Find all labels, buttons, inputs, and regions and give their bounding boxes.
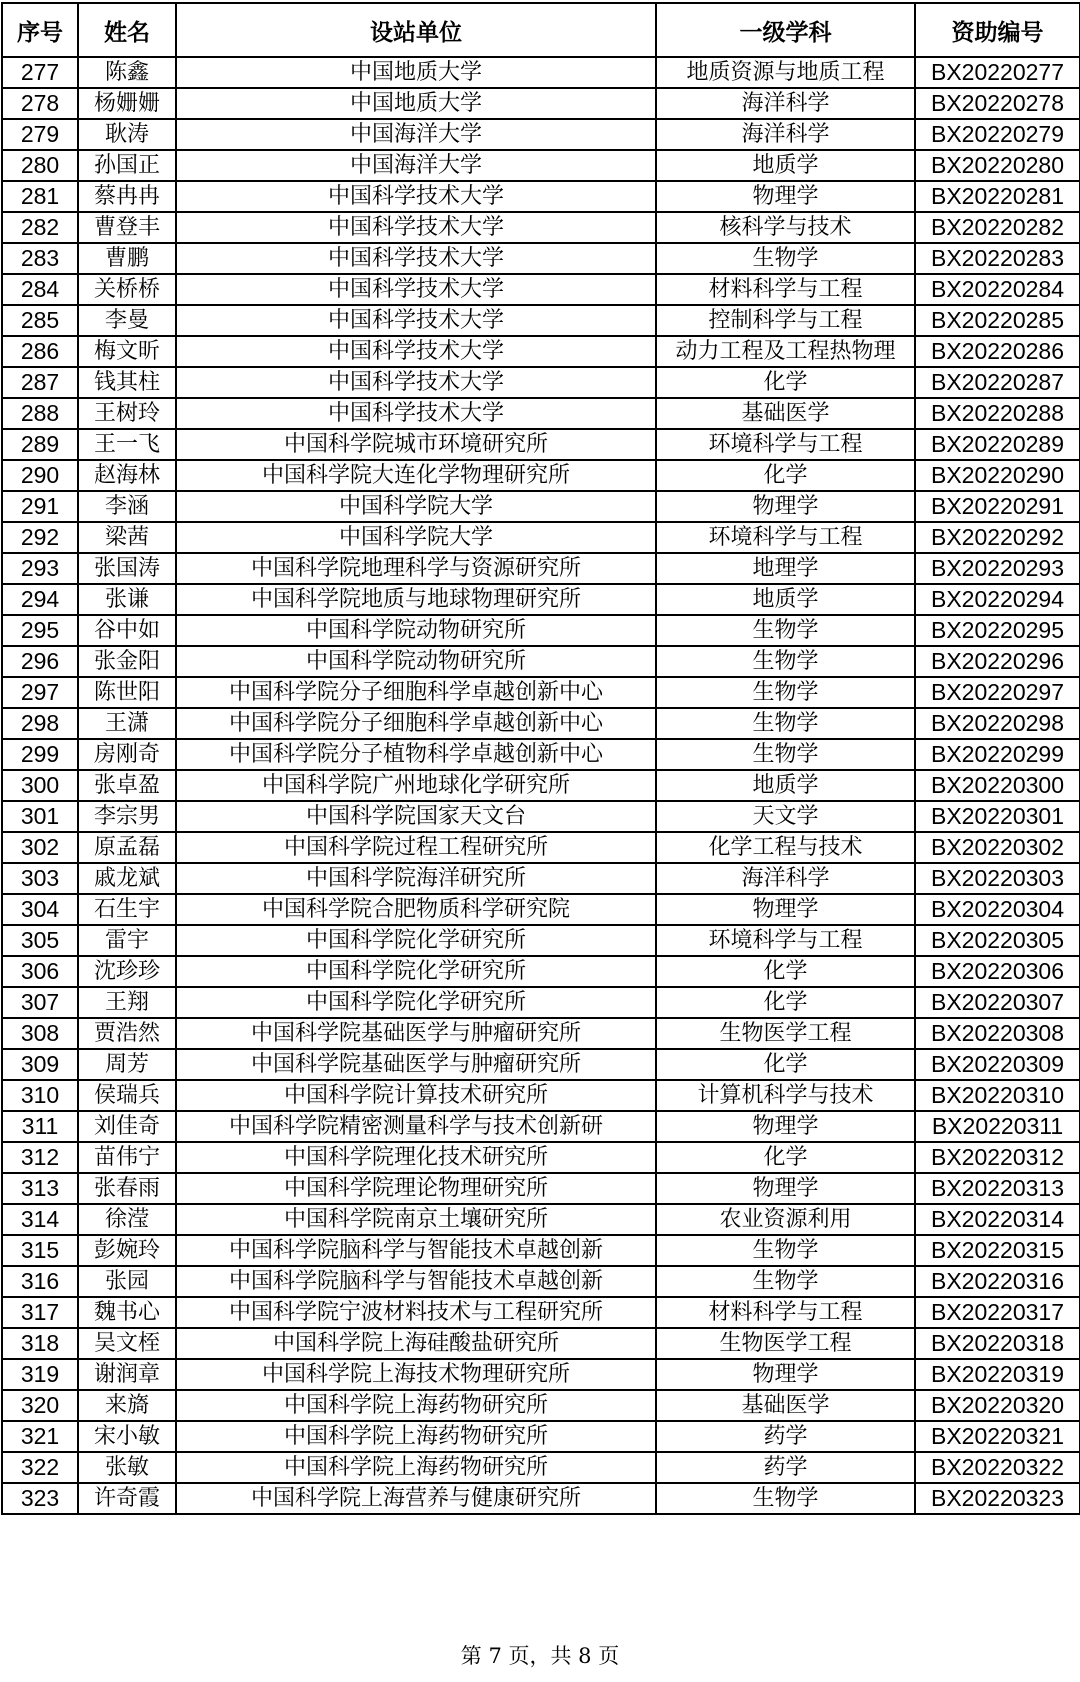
seq-cell: 306 (2, 956, 78, 987)
subj-cell: 地质学 (656, 770, 915, 801)
table-row (2, 1359, 1080, 1390)
table-row (2, 1328, 1080, 1359)
code-cell: BX20220294 (915, 584, 1080, 615)
subj-cell: 地理学 (656, 553, 915, 584)
table-row (2, 305, 1080, 336)
name-cell: 张国涛 (78, 553, 176, 584)
name-cell: 宋小敏 (78, 1421, 176, 1452)
code-cell: BX20220290 (915, 460, 1080, 491)
seq-cell: 302 (2, 832, 78, 863)
code-cell: BX20220304 (915, 894, 1080, 925)
seq-cell: 322 (2, 1452, 78, 1483)
code-cell: BX20220278 (915, 88, 1080, 119)
code-cell: BX20220295 (915, 615, 1080, 646)
code-cell: BX20220320 (915, 1390, 1080, 1421)
org-cell: 中国科学院大连化学物理研究所 (176, 460, 656, 491)
code-cell: BX20220280 (915, 150, 1080, 181)
org-cell: 中国科学院上海技术物理研究所 (176, 1359, 656, 1390)
org-cell: 中国科学院上海营养与健康研究所 (176, 1483, 656, 1514)
name-cell: 石生宇 (78, 894, 176, 925)
table-row (2, 150, 1080, 181)
subj-cell: 生物学 (656, 739, 915, 770)
table-row (2, 429, 1080, 460)
seq-cell: 290 (2, 460, 78, 491)
seq-cell: 294 (2, 584, 78, 615)
table-row (2, 1297, 1080, 1328)
seq-cell: 286 (2, 336, 78, 367)
seq-cell: 293 (2, 553, 78, 584)
org-cell: 中国科学院宁波材料技术与工程研究所 (176, 1297, 656, 1328)
code-cell: BX20220286 (915, 336, 1080, 367)
subj-cell: 药学 (656, 1452, 915, 1483)
code-cell: BX20220293 (915, 553, 1080, 584)
seq-cell: 299 (2, 739, 78, 770)
subj-cell: 基础医学 (656, 1390, 915, 1421)
table-row (2, 739, 1080, 770)
seq-cell: 289 (2, 429, 78, 460)
header-seq: 序号 (2, 3, 78, 57)
seq-cell: 282 (2, 212, 78, 243)
name-cell: 张谦 (78, 584, 176, 615)
seq-cell: 320 (2, 1390, 78, 1421)
org-cell: 中国科学院地质与地球物理研究所 (176, 584, 656, 615)
seq-cell: 318 (2, 1328, 78, 1359)
table-row (2, 119, 1080, 150)
org-cell: 中国科学技术大学 (176, 243, 656, 274)
table-row (2, 274, 1080, 305)
org-cell: 中国科学技术大学 (176, 212, 656, 243)
name-cell: 戚龙斌 (78, 863, 176, 894)
code-cell: BX20220319 (915, 1359, 1080, 1390)
seq-cell: 277 (2, 57, 78, 88)
funding-list-table (1, 2, 1080, 1515)
name-cell: 刘佳奇 (78, 1111, 176, 1142)
subj-cell: 生物学 (656, 646, 915, 677)
org-cell: 中国科学院计算技术研究所 (176, 1080, 656, 1111)
code-cell: BX20220315 (915, 1235, 1080, 1266)
code-cell: BX20220318 (915, 1328, 1080, 1359)
table-row (2, 1173, 1080, 1204)
table-row (2, 1111, 1080, 1142)
org-cell: 中国科学院化学研究所 (176, 987, 656, 1018)
table-row (2, 553, 1080, 584)
seq-cell: 300 (2, 770, 78, 801)
subj-cell: 生物学 (656, 615, 915, 646)
table-row (2, 1018, 1080, 1049)
code-cell: BX20220311 (915, 1111, 1080, 1142)
table-row (2, 1390, 1080, 1421)
name-cell: 李涵 (78, 491, 176, 522)
name-cell: 徐滢 (78, 1204, 176, 1235)
org-cell: 中国地质大学 (176, 57, 656, 88)
table-row (2, 987, 1080, 1018)
subj-cell: 地质学 (656, 150, 915, 181)
seq-cell: 313 (2, 1173, 78, 1204)
subj-cell: 动力工程及工程热物理 (656, 336, 915, 367)
seq-cell: 305 (2, 925, 78, 956)
table-row (2, 212, 1080, 243)
name-cell: 曹鹏 (78, 243, 176, 274)
table-row (2, 88, 1080, 119)
name-cell: 陈鑫 (78, 57, 176, 88)
page-footer: 第 7 页，共 8 页 (460, 1644, 620, 1668)
code-cell: BX20220316 (915, 1266, 1080, 1297)
org-cell: 中国科学院理化技术研究所 (176, 1142, 656, 1173)
name-cell: 雷宇 (78, 925, 176, 956)
name-cell: 吴文桎 (78, 1328, 176, 1359)
org-cell: 中国科学院分子植物科学卓越创新中心 (176, 739, 656, 770)
name-cell: 侯瑞兵 (78, 1080, 176, 1111)
name-cell: 原孟磊 (78, 832, 176, 863)
seq-cell: 287 (2, 367, 78, 398)
subj-cell: 化学 (656, 367, 915, 398)
code-cell: BX20220285 (915, 305, 1080, 336)
table-row (2, 1421, 1080, 1452)
header-org: 设站单位 (176, 3, 656, 57)
code-cell: BX20220282 (915, 212, 1080, 243)
subj-cell: 控制科学与工程 (656, 305, 915, 336)
name-cell: 李曼 (78, 305, 176, 336)
code-cell: BX20220314 (915, 1204, 1080, 1235)
code-cell: BX20220300 (915, 770, 1080, 801)
name-cell: 谢润章 (78, 1359, 176, 1390)
org-cell: 中国科学院地理科学与资源研究所 (176, 553, 656, 584)
org-cell: 中国科学院上海药物研究所 (176, 1421, 656, 1452)
subj-cell: 材料科学与工程 (656, 274, 915, 305)
name-cell: 曹登丰 (78, 212, 176, 243)
subj-cell: 物理学 (656, 1359, 915, 1390)
seq-cell: 310 (2, 1080, 78, 1111)
subj-cell: 生物学 (656, 1266, 915, 1297)
org-cell: 中国科学院基础医学与肿瘤研究所 (176, 1018, 656, 1049)
seq-cell: 291 (2, 491, 78, 522)
seq-cell: 298 (2, 708, 78, 739)
table-row (2, 1266, 1080, 1297)
name-cell: 梅文昕 (78, 336, 176, 367)
seq-cell: 292 (2, 522, 78, 553)
name-cell: 张金阳 (78, 646, 176, 677)
seq-cell: 312 (2, 1142, 78, 1173)
table-row (2, 925, 1080, 956)
code-cell: BX20220321 (915, 1421, 1080, 1452)
seq-cell: 296 (2, 646, 78, 677)
code-cell: BX20220292 (915, 522, 1080, 553)
subj-cell: 生物医学工程 (656, 1018, 915, 1049)
org-cell: 中国科学技术大学 (176, 181, 656, 212)
org-cell: 中国科学院动物研究所 (176, 646, 656, 677)
subj-cell: 生物学 (656, 1235, 915, 1266)
subj-cell: 基础医学 (656, 398, 915, 429)
table-row (2, 584, 1080, 615)
subj-cell: 生物学 (656, 708, 915, 739)
name-cell: 陈世阳 (78, 677, 176, 708)
seq-cell: 319 (2, 1359, 78, 1390)
org-cell: 中国海洋大学 (176, 119, 656, 150)
code-cell: BX20220291 (915, 491, 1080, 522)
code-cell: BX20220308 (915, 1018, 1080, 1049)
seq-cell: 307 (2, 987, 78, 1018)
subj-cell: 海洋科学 (656, 88, 915, 119)
table-row (2, 367, 1080, 398)
subj-cell: 化学工程与技术 (656, 832, 915, 863)
seq-cell: 303 (2, 863, 78, 894)
seq-cell: 314 (2, 1204, 78, 1235)
seq-cell: 308 (2, 1018, 78, 1049)
subj-cell: 物理学 (656, 1173, 915, 1204)
code-cell: BX20220310 (915, 1080, 1080, 1111)
org-cell: 中国科学院国家天文台 (176, 801, 656, 832)
code-cell: BX20220313 (915, 1173, 1080, 1204)
code-cell: BX20220279 (915, 119, 1080, 150)
header-name: 姓名 (78, 3, 176, 57)
name-cell: 张春雨 (78, 1173, 176, 1204)
table-row (2, 770, 1080, 801)
seq-cell: 278 (2, 88, 78, 119)
seq-cell: 295 (2, 615, 78, 646)
header-code: 资助编号 (915, 3, 1080, 57)
table-row (2, 1080, 1080, 1111)
subj-cell: 海洋科学 (656, 119, 915, 150)
code-cell: BX20220312 (915, 1142, 1080, 1173)
seq-cell: 321 (2, 1421, 78, 1452)
table-row (2, 1235, 1080, 1266)
name-cell: 李宗男 (78, 801, 176, 832)
table-row (2, 801, 1080, 832)
name-cell: 关桥桥 (78, 274, 176, 305)
code-cell: BX20220306 (915, 956, 1080, 987)
name-cell: 王翔 (78, 987, 176, 1018)
name-cell: 梁茜 (78, 522, 176, 553)
name-cell: 杨姗姗 (78, 88, 176, 119)
code-cell: BX20220323 (915, 1483, 1080, 1514)
name-cell: 沈珍珍 (78, 956, 176, 987)
name-cell: 张卓盈 (78, 770, 176, 801)
org-cell: 中国科学技术大学 (176, 398, 656, 429)
name-cell: 王树玲 (78, 398, 176, 429)
table-row (2, 677, 1080, 708)
subj-cell: 物理学 (656, 181, 915, 212)
subj-cell: 生物学 (656, 243, 915, 274)
subj-cell: 生物学 (656, 1483, 915, 1514)
org-cell: 中国科学院精密测量科学与技术创新研 (176, 1111, 656, 1142)
subj-cell: 化学 (656, 1049, 915, 1080)
name-cell: 魏书心 (78, 1297, 176, 1328)
table-row (2, 460, 1080, 491)
name-cell: 贾浩然 (78, 1018, 176, 1049)
code-cell: BX20220297 (915, 677, 1080, 708)
subj-cell: 物理学 (656, 491, 915, 522)
table-row (2, 1142, 1080, 1173)
org-cell: 中国科学院大学 (176, 522, 656, 553)
code-cell: BX20220302 (915, 832, 1080, 863)
org-cell: 中国科学院广州地球化学研究所 (176, 770, 656, 801)
name-cell: 蔡冉冉 (78, 181, 176, 212)
org-cell: 中国科学院合肥物质科学研究院 (176, 894, 656, 925)
name-cell: 来旖 (78, 1390, 176, 1421)
org-cell: 中国地质大学 (176, 88, 656, 119)
table-row (2, 646, 1080, 677)
name-cell: 苗伟宁 (78, 1142, 176, 1173)
org-cell: 中国科学技术大学 (176, 274, 656, 305)
table-row (2, 1483, 1080, 1514)
code-cell: BX20220277 (915, 57, 1080, 88)
code-cell: BX20220303 (915, 863, 1080, 894)
table-row (2, 522, 1080, 553)
seq-cell: 284 (2, 274, 78, 305)
code-cell: BX20220299 (915, 739, 1080, 770)
subj-cell: 地质资源与地质工程 (656, 57, 915, 88)
table-row (2, 863, 1080, 894)
subj-cell: 生物学 (656, 677, 915, 708)
code-cell: BX20220284 (915, 274, 1080, 305)
seq-cell: 279 (2, 119, 78, 150)
code-cell: BX20220317 (915, 1297, 1080, 1328)
code-cell: BX20220298 (915, 708, 1080, 739)
org-cell: 中国科学技术大学 (176, 367, 656, 398)
subj-cell: 环境科学与工程 (656, 429, 915, 460)
name-cell: 许奇霞 (78, 1483, 176, 1514)
name-cell: 耿涛 (78, 119, 176, 150)
code-cell: BX20220309 (915, 1049, 1080, 1080)
seq-cell: 315 (2, 1235, 78, 1266)
header-subject: 一级学科 (656, 3, 915, 57)
code-cell: BX20220296 (915, 646, 1080, 677)
table-row (2, 832, 1080, 863)
table-row (2, 57, 1080, 88)
org-cell: 中国科学院理论物理研究所 (176, 1173, 656, 1204)
name-cell: 张敏 (78, 1452, 176, 1483)
subj-cell: 海洋科学 (656, 863, 915, 894)
code-cell: BX20220283 (915, 243, 1080, 274)
subj-cell: 农业资源利用 (656, 1204, 915, 1235)
org-cell: 中国科学院过程工程研究所 (176, 832, 656, 863)
name-cell: 周芳 (78, 1049, 176, 1080)
org-cell: 中国科学院海洋研究所 (176, 863, 656, 894)
table-row (2, 491, 1080, 522)
code-cell: BX20220307 (915, 987, 1080, 1018)
seq-cell: 281 (2, 181, 78, 212)
subj-cell: 地质学 (656, 584, 915, 615)
subj-cell: 物理学 (656, 1111, 915, 1142)
seq-cell: 323 (2, 1483, 78, 1514)
org-cell: 中国科学院大学 (176, 491, 656, 522)
code-cell: BX20220289 (915, 429, 1080, 460)
table-row (2, 243, 1080, 274)
table-row (2, 398, 1080, 429)
name-cell: 谷中如 (78, 615, 176, 646)
org-cell: 中国科学院南京土壤研究所 (176, 1204, 656, 1235)
subj-cell: 生物医学工程 (656, 1328, 915, 1359)
code-cell: BX20220281 (915, 181, 1080, 212)
table-row (2, 615, 1080, 646)
org-cell: 中国科学院分子细胞科学卓越创新中心 (176, 677, 656, 708)
subj-cell: 天文学 (656, 801, 915, 832)
name-cell: 王潇 (78, 708, 176, 739)
org-cell: 中国科学院脑科学与智能技术卓越创新 (176, 1235, 656, 1266)
org-cell: 中国科学院动物研究所 (176, 615, 656, 646)
code-cell: BX20220288 (915, 398, 1080, 429)
seq-cell: 297 (2, 677, 78, 708)
subj-cell: 化学 (656, 987, 915, 1018)
seq-cell: 285 (2, 305, 78, 336)
org-cell: 中国科学院化学研究所 (176, 956, 656, 987)
seq-cell: 309 (2, 1049, 78, 1080)
name-cell: 钱其柱 (78, 367, 176, 398)
code-cell: BX20220305 (915, 925, 1080, 956)
subj-cell: 环境科学与工程 (656, 925, 915, 956)
org-cell: 中国科学院化学研究所 (176, 925, 656, 956)
org-cell: 中国科学院上海药物研究所 (176, 1390, 656, 1421)
name-cell: 彭婉玲 (78, 1235, 176, 1266)
name-cell: 孙国正 (78, 150, 176, 181)
seq-cell: 288 (2, 398, 78, 429)
org-cell: 中国科学院脑科学与智能技术卓越创新 (176, 1266, 656, 1297)
subj-cell: 化学 (656, 956, 915, 987)
org-cell: 中国海洋大学 (176, 150, 656, 181)
table-row (2, 1204, 1080, 1235)
seq-cell: 311 (2, 1111, 78, 1142)
table-row (2, 181, 1080, 212)
name-cell: 王一飞 (78, 429, 176, 460)
name-cell: 张园 (78, 1266, 176, 1297)
subj-cell: 药学 (656, 1421, 915, 1452)
subj-cell: 物理学 (656, 894, 915, 925)
table-row (2, 1452, 1080, 1483)
seq-cell: 283 (2, 243, 78, 274)
name-cell: 赵海林 (78, 460, 176, 491)
org-cell: 中国科学院上海药物研究所 (176, 1452, 656, 1483)
seq-cell: 304 (2, 894, 78, 925)
org-cell: 中国科学院基础医学与肿瘤研究所 (176, 1049, 656, 1080)
table-row (2, 708, 1080, 739)
table-row (2, 894, 1080, 925)
code-cell: BX20220322 (915, 1452, 1080, 1483)
org-cell: 中国科学技术大学 (176, 305, 656, 336)
org-cell: 中国科学院城市环境研究所 (176, 429, 656, 460)
seq-cell: 317 (2, 1297, 78, 1328)
subj-cell: 环境科学与工程 (656, 522, 915, 553)
org-cell: 中国科学院上海硅酸盐研究所 (176, 1328, 656, 1359)
subj-cell: 材料科学与工程 (656, 1297, 915, 1328)
subj-cell: 核科学与技术 (656, 212, 915, 243)
org-cell: 中国科学技术大学 (176, 336, 656, 367)
table-row (2, 336, 1080, 367)
code-cell: BX20220287 (915, 367, 1080, 398)
table-header-row (2, 3, 1080, 57)
subj-cell: 化学 (656, 1142, 915, 1173)
seq-cell: 316 (2, 1266, 78, 1297)
org-cell: 中国科学院分子细胞科学卓越创新中心 (176, 708, 656, 739)
table-row (2, 956, 1080, 987)
table-row (2, 1049, 1080, 1080)
table-body (2, 57, 1080, 1514)
seq-cell: 280 (2, 150, 78, 181)
subj-cell: 化学 (656, 460, 915, 491)
seq-cell: 301 (2, 801, 78, 832)
code-cell: BX20220301 (915, 801, 1080, 832)
subj-cell: 计算机科学与技术 (656, 1080, 915, 1111)
name-cell: 房刚奇 (78, 739, 176, 770)
